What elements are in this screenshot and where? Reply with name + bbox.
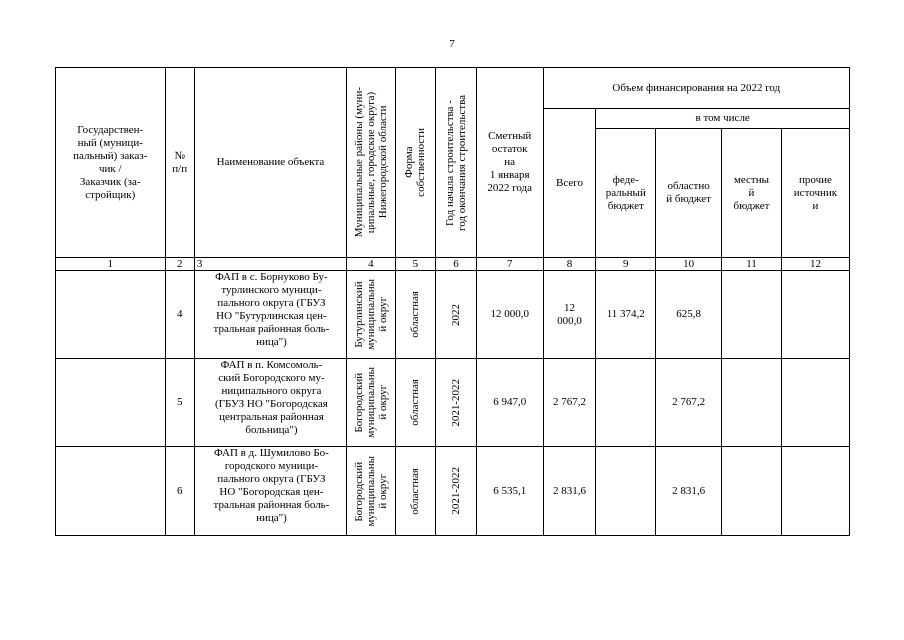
col-num-8: 8 (543, 258, 596, 271)
cell-regional: 625,8 (656, 271, 722, 359)
col-num-4: 4 (346, 258, 395, 271)
col-num-10: 10 (656, 258, 722, 271)
table-row (56, 271, 850, 359)
cell-years: 2022 (436, 271, 477, 359)
cell-object-name: ФАП в п. Комсомоль- ский Богородского му- ниципального округа (ГБУЗ НО "Богородская центральная районная больница") (194, 359, 346, 447)
cell-local (722, 359, 782, 447)
header-local: местны й бюджет (722, 129, 782, 258)
cell-federal: 11 374,2 (596, 271, 656, 359)
header-municipality: Муниципальные районы (муни- ципальные, городские округа) Нижегородской области (346, 68, 395, 258)
cell-municipality: Богородский муниципальны й округ (346, 359, 395, 447)
cell-years: 2021-2022 (436, 359, 477, 447)
cell-other (781, 447, 849, 536)
page-number: 7 (449, 38, 455, 50)
header-num: № п/п (165, 68, 194, 258)
cell-ownership: областная (395, 271, 436, 359)
cell-estimate: 12 000,0 (476, 271, 543, 359)
table-row (56, 447, 850, 536)
header-including: в том числе (596, 109, 850, 129)
cell-municipality: Богородский муниципальны й округ (346, 447, 395, 536)
col-num-5: 5 (395, 258, 436, 271)
cell-municipality: Бутурлинский муниципальны й округ (346, 271, 395, 359)
header-regional: областно й бюджет (656, 129, 722, 258)
col-num-7: 7 (476, 258, 543, 271)
col-num-1: 1 (56, 258, 166, 271)
cell-num: 6 (165, 447, 194, 536)
header-other: прочие источник и (781, 129, 849, 258)
cell-federal (596, 447, 656, 536)
table-row (56, 359, 850, 447)
cell-num: 4 (165, 271, 194, 359)
cell-other (781, 271, 849, 359)
col-num-11: 11 (722, 258, 782, 271)
col-num-2: 2 (165, 258, 194, 271)
header-customer: Государствен- ный (муници- пальный) заказ- чик / Заказчик (за- стройщик) (56, 68, 166, 258)
cell-total: 12 000,0 (543, 271, 596, 359)
cell-years: 2021-2022 (436, 447, 477, 536)
cell-object-name: ФАП в д. Шумилово Бо- городского муници- пального округа (ГБУЗ НО "Богородская цен- тральная районная боль- ница") (194, 447, 346, 536)
financing-table (55, 67, 850, 536)
cell-regional: 2 831,6 (656, 447, 722, 536)
cell-total: 2 831,6 (543, 447, 596, 536)
cell-federal (596, 359, 656, 447)
col-num-12: 12 (781, 258, 849, 271)
cell-other (781, 359, 849, 447)
cell-ownership: областная (395, 359, 436, 447)
cell-estimate: 6 947,0 (476, 359, 543, 447)
header-federal: феде- ральный бюджет (596, 129, 656, 258)
header-years: Год начала строительства - год окончания строительства (436, 68, 477, 258)
col-num-9: 9 (596, 258, 656, 271)
col-num-6: 6 (436, 258, 477, 271)
cell-customer (56, 447, 166, 536)
cell-customer (56, 271, 166, 359)
header-object-name: Наименование объекта (194, 68, 346, 258)
cell-object-name: ФАП в с. Борнуково Бу- турлинского муници- пального округа (ГБУЗ НО "Бутурлинская цен- тральная районная боль- ница") (194, 271, 346, 359)
header-financing: Объем финансирования на 2022 год (543, 68, 849, 109)
cell-total: 2 767,2 (543, 359, 596, 447)
cell-regional: 2 767,2 (656, 359, 722, 447)
cell-customer (56, 359, 166, 447)
header-total: Всего (543, 109, 596, 258)
header-ownership: Форма собственности (395, 68, 436, 258)
cell-local (722, 271, 782, 359)
cell-num: 5 (165, 359, 194, 447)
cell-ownership: областная (395, 447, 436, 536)
cell-estimate: 6 535,1 (476, 447, 543, 536)
cell-local (722, 447, 782, 536)
col-num-3: 3 (194, 258, 346, 271)
header-estimate: Сметный остаток на 1 января 2022 года (476, 68, 543, 258)
